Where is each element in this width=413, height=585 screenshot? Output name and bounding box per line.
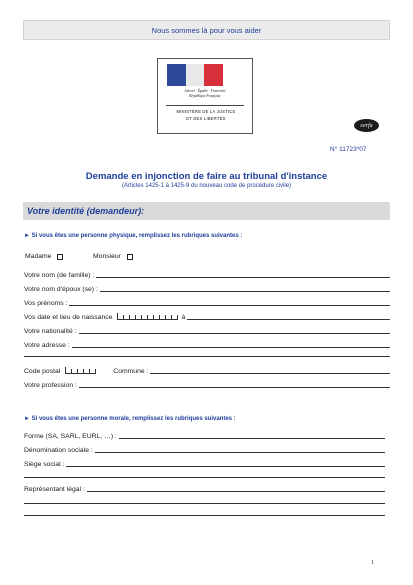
madame-label: Madame <box>25 253 52 260</box>
adresse-label: Votre adresse : <box>24 342 70 349</box>
siege-input-line[interactable] <box>66 466 385 467</box>
madame-checkbox[interactable] <box>57 254 63 260</box>
code-postal-label: Code postal <box>24 368 61 375</box>
representant-field[interactable] <box>24 484 385 493</box>
nom-label: Votre nom (de famille) : <box>24 272 95 279</box>
birth-place-input-line[interactable] <box>187 319 390 320</box>
nom-epoux-field[interactable] <box>24 284 390 293</box>
forme-input-line[interactable] <box>119 438 385 439</box>
monsieur-checkbox[interactable] <box>127 254 133 260</box>
adresse-input-line[interactable] <box>72 347 390 348</box>
cerfa-logo-text: cerfa <box>360 122 373 129</box>
civility-madame[interactable] <box>25 253 63 260</box>
naissance-a-label: à <box>181 314 186 321</box>
denomination-field[interactable] <box>24 445 385 454</box>
nationalite-input-line[interactable] <box>79 333 390 334</box>
nationalite-field[interactable] <box>24 326 390 335</box>
marianne-flag-icon <box>167 64 223 86</box>
logo-ministry-line-1: MINISTÈRE DE LA JUSTICE <box>176 109 236 114</box>
forme-field[interactable] <box>24 431 385 440</box>
profession-label: Votre profession : <box>24 382 77 389</box>
prenoms-field[interactable] <box>24 298 390 307</box>
help-banner <box>23 20 390 40</box>
representant-input-line[interactable] <box>87 491 385 492</box>
help-banner-text: Nous sommes là pour vous aider <box>151 25 262 35</box>
birth-date-boxes[interactable] <box>117 313 178 320</box>
naissance-label: Vos date et lieu de naissance <box>24 314 113 321</box>
naissance-field[interactable] <box>24 312 390 321</box>
logo-motto <box>163 89 247 98</box>
identity-section-header <box>23 202 390 220</box>
siege-field[interactable] <box>24 459 385 468</box>
logo-motto-text: Liberté · Égalité · Fraternité <box>184 89 226 93</box>
form-subtitle: (Articles 1425-1 à 1425-9 du nouveau code de procédure civile) <box>121 183 292 189</box>
physical-person-intro: ► Si vous êtes une personne physique, remplissez les rubriques suivantes : <box>24 233 243 239</box>
representant-input-line-3[interactable] <box>24 515 385 516</box>
siege-label: Siège social : <box>24 461 65 468</box>
representant-input-line-2[interactable] <box>24 503 385 504</box>
code-postal-boxes[interactable] <box>65 367 96 374</box>
ministry-logo <box>157 58 253 134</box>
adresse-input-line-2[interactable] <box>24 356 390 357</box>
civility-monsieur[interactable] <box>93 253 133 260</box>
moral-person-intro: ► Si vous êtes une personne morale, remplissez les rubriques suivantes : <box>24 416 236 422</box>
cerfa-number: N° 11723*07 <box>330 146 367 153</box>
logo-country-text: République Française <box>189 93 221 98</box>
prenoms-label: Vos prénoms : <box>24 300 68 307</box>
prenoms-input-line[interactable] <box>69 305 390 306</box>
nom-epoux-input-line[interactable] <box>100 291 390 292</box>
representant-label: Représentant légal : <box>24 486 85 493</box>
code-postal-commune-field[interactable] <box>24 366 390 375</box>
siege-input-line-2[interactable] <box>24 477 385 478</box>
nom-field[interactable] <box>24 270 390 279</box>
nom-epoux-label: Votre nom d'époux (se) : <box>24 286 98 293</box>
denomination-input-line[interactable] <box>95 452 385 453</box>
commune-input-line[interactable] <box>150 373 390 374</box>
profession-field[interactable] <box>24 380 390 389</box>
cerfa-logo-icon <box>354 119 379 132</box>
page-number: 1 <box>371 560 374 566</box>
logo-divider <box>166 105 244 106</box>
commune-label: Commune : <box>113 368 149 375</box>
monsieur-label: Monsieur <box>93 253 121 260</box>
nom-input-line[interactable] <box>96 277 390 278</box>
identity-section-title: Votre identité (demandeur): <box>27 206 145 216</box>
denomination-label: Dénomination sociale : <box>24 447 93 454</box>
logo-ministry <box>163 108 249 122</box>
profession-input-line[interactable] <box>79 387 390 388</box>
forme-label: Forme (SA, SARL, EURL, …) : <box>24 433 117 440</box>
form-title: Demande en injonction de faire au tribunal d'instance <box>85 171 328 182</box>
nationalite-label: Votre nationalité : <box>24 328 77 335</box>
logo-ministry-line-2: ET DES LIBERTÉS <box>186 116 226 121</box>
adresse-field[interactable] <box>24 340 390 349</box>
